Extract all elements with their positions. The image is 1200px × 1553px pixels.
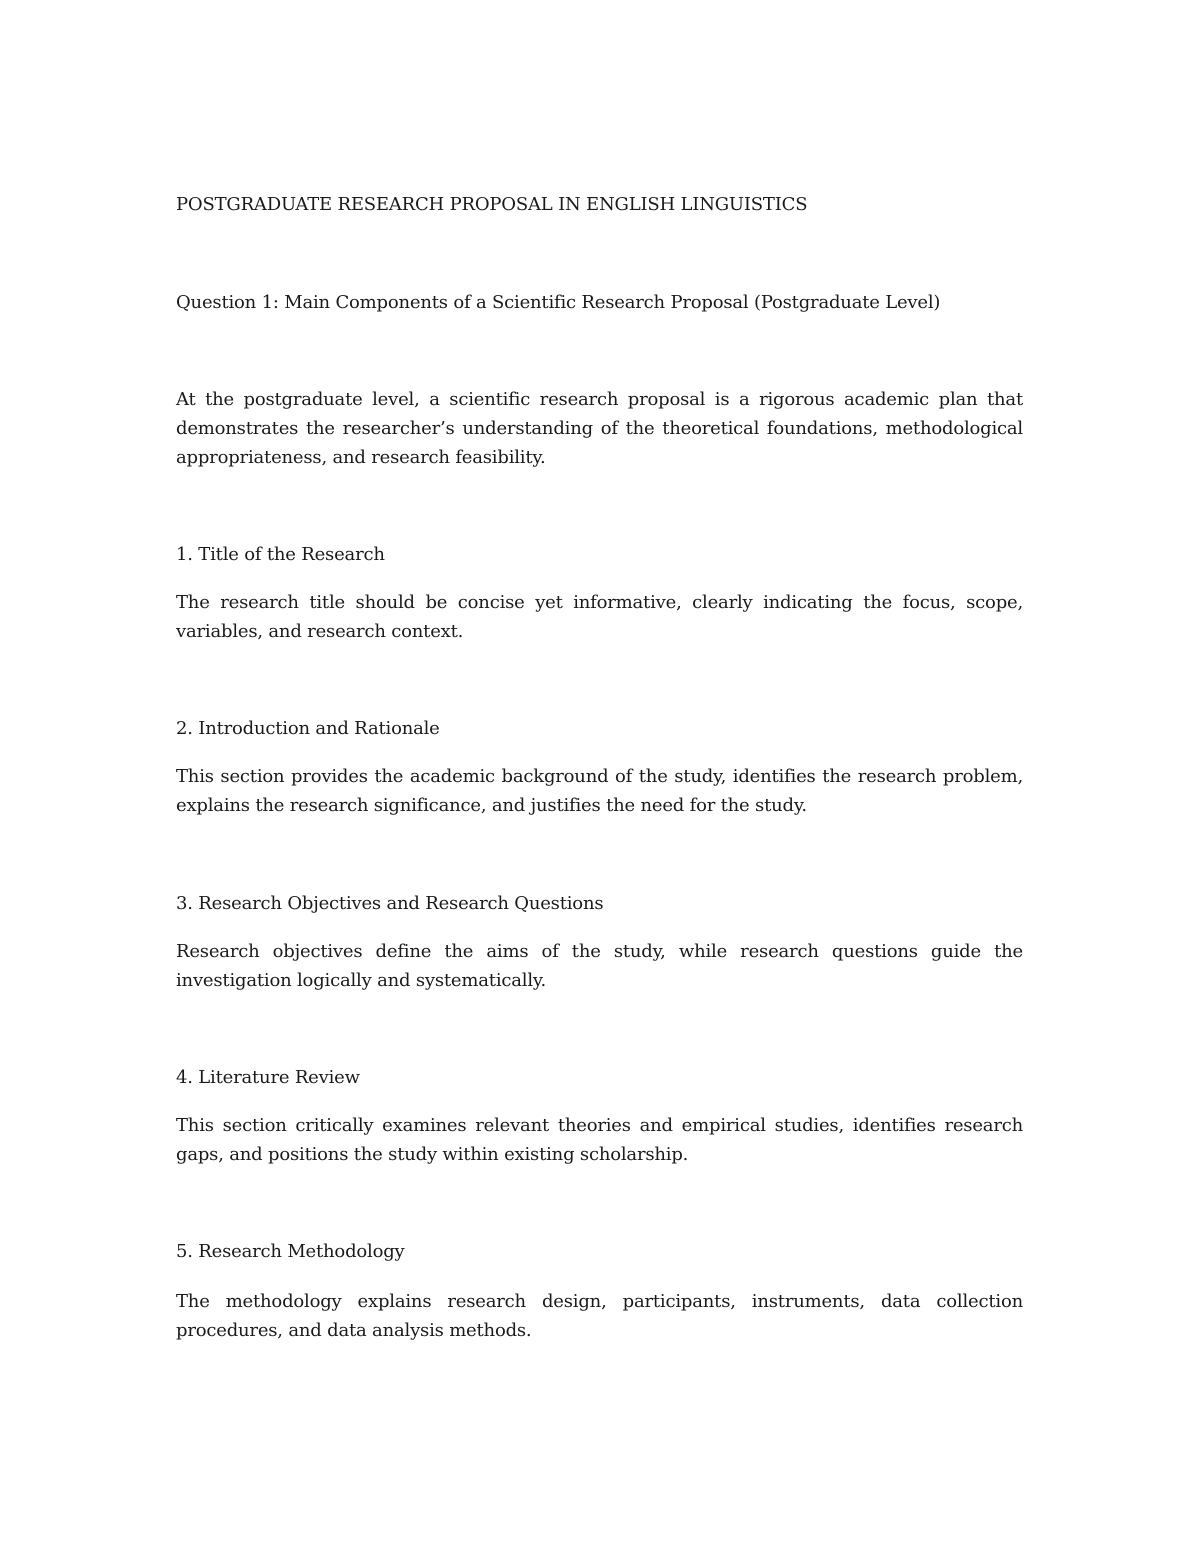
section-heading: 2. Introduction and Rationale bbox=[176, 718, 440, 739]
section-body: This section critically examines relevant theories and empirical studies, identifies research gaps, and positions the study within existing scholarship. bbox=[176, 1115, 1023, 1165]
section-body: This section provides the academic background of the study, identifies the research problem, explains the research significance, and justifies the need for the study. bbox=[176, 766, 1023, 816]
document-page bbox=[176, 0, 1023, 1553]
question-heading: Question 1: Main Components of a Scientific Research Proposal (Postgraduate Level) bbox=[176, 292, 941, 313]
intro-paragraph: At the postgraduate level, a scientific research proposal is a rigorous academic plan that demonstrates the researcher’s understanding of the theoretical foundations, methodological appropriateness, and research feasibility. bbox=[176, 389, 1023, 468]
section-heading: 3. Research Objectives and Research Questions bbox=[176, 893, 604, 914]
section-body: Research objectives define the aims of the study, while research questions guide the investigation logically and systematically. bbox=[176, 941, 1023, 991]
section-heading: 1. Title of the Research bbox=[176, 544, 385, 565]
section-body: The methodology explains research design, participants, instruments, data collection procedures, and data analysis methods. bbox=[176, 1291, 1023, 1341]
section-body: The research title should be concise yet informative, clearly indicating the focus, scope, variables, and research context. bbox=[176, 592, 1023, 642]
section-heading: 4. Literature Review bbox=[176, 1067, 360, 1088]
document-title: POSTGRADUATE RESEARCH PROPOSAL IN ENGLISH LINGUISTICS bbox=[176, 194, 808, 215]
section-heading: 5. Research Methodology bbox=[176, 1241, 405, 1262]
